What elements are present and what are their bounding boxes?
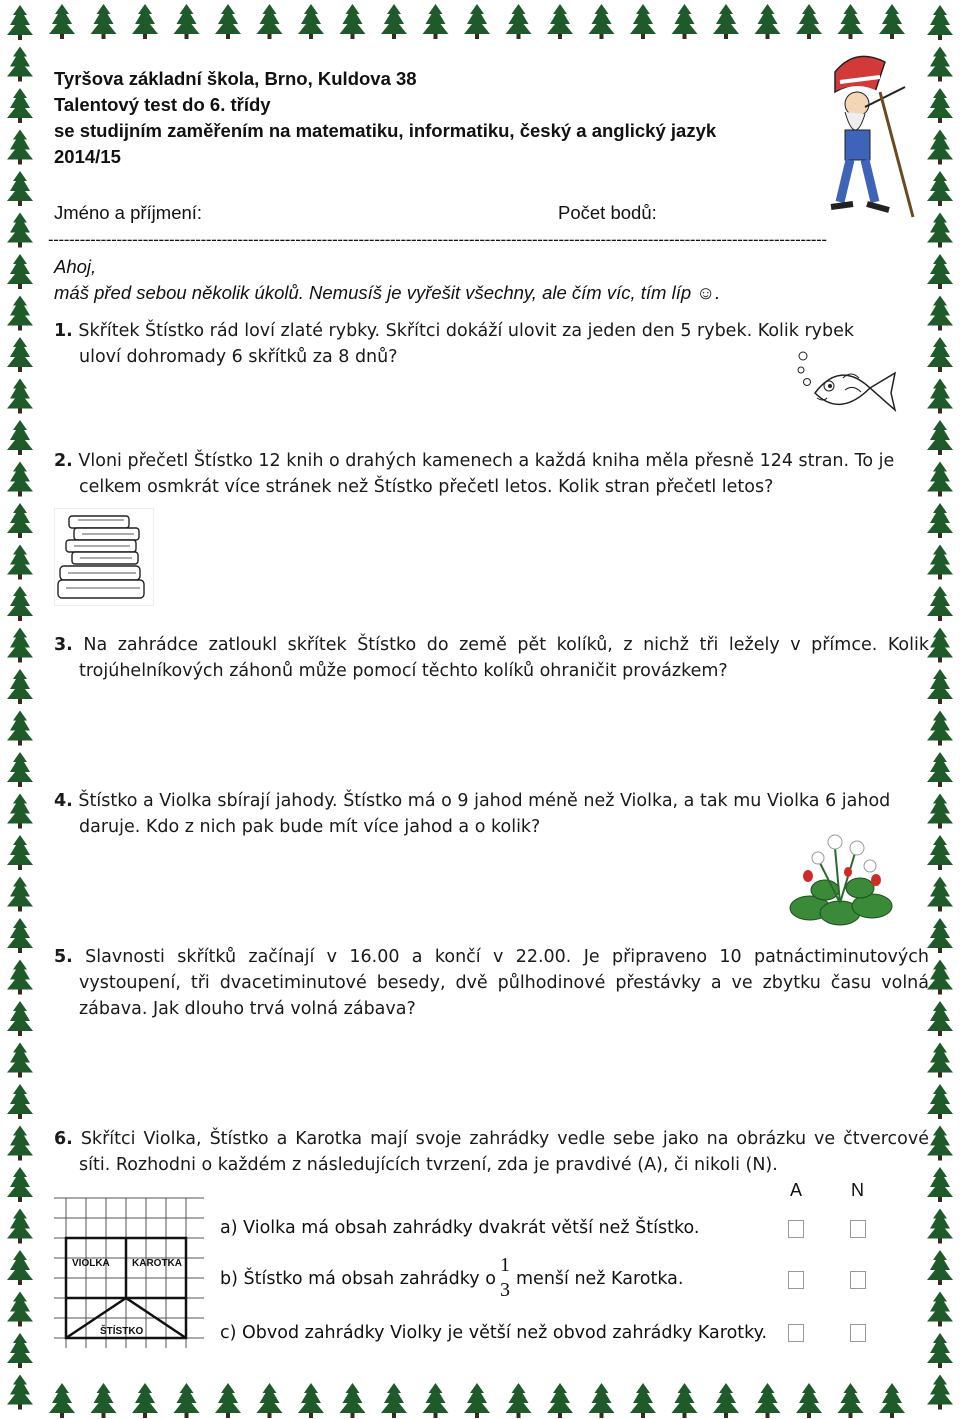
statement-c: c) Obvod zahrádky Violky je větší než obvod zahrádky Karotky. [220, 1323, 768, 1343]
task-text: Vloni přečetl Štístko 12 knih o drahých kamenech a každá kniha měla přesně 124 stran. To je celkem osmkrát více stránek než Štístko přečetl letos. Kolik stran přečetl letos? [78, 451, 895, 497]
garden-grid-diagram [54, 1196, 206, 1350]
tree-border-left [0, 0, 40, 1419]
tree-icon [7, 503, 33, 538]
tree-icon [7, 960, 33, 995]
checkbox-a-no[interactable] [850, 1220, 866, 1238]
checkbox-c-yes[interactable] [788, 1324, 804, 1342]
tree-icon [7, 379, 33, 414]
tree-icon [713, 4, 739, 39]
tree-icon [927, 545, 953, 580]
tree-icon [132, 4, 158, 39]
tree-icon [7, 918, 33, 953]
fraction-one-third [495, 1254, 515, 1302]
tree-icon [589, 1383, 615, 1418]
tree-icon [7, 1292, 33, 1327]
tree-icon [298, 1383, 324, 1418]
tree-icon [215, 1383, 241, 1418]
tree-icon [7, 1250, 33, 1285]
tree-icon [927, 752, 953, 787]
tree-icon [381, 1383, 407, 1418]
tree-icon [838, 4, 864, 39]
tree-icon [927, 47, 953, 82]
tree-icon [381, 4, 407, 39]
tree-icon [257, 1383, 283, 1418]
tree-icon [927, 835, 953, 870]
task-2 [54, 448, 929, 500]
tree-icon [927, 337, 953, 372]
tree-icon [174, 1383, 200, 1418]
tree-icon [713, 1383, 739, 1418]
task-text: Skřítci Violka, Štístko a Karotka mají svoje zahrádky vedle sebe jako na obrázku ve čtvercové síti. Rozhodni o každém z následujících tvrzení, zda je pravdivé (A), či nikoli (N). [79, 1129, 929, 1175]
tree-icon [589, 4, 615, 39]
tree-icon [7, 794, 33, 829]
checkbox-b-yes[interactable] [788, 1271, 804, 1289]
tree-icon [7, 877, 33, 912]
tree-icon [7, 1333, 33, 1368]
tree-icon [49, 4, 75, 39]
tree-icon [927, 1167, 953, 1202]
task-text: Skřítek Štístko rád loví zlaté rybky. Skřítci dokáží ulovit za jeden den 5 rybek. Kolik rybek uloví dohromady 6 skřítků za 8 dnů? [78, 321, 855, 367]
tree-icon [927, 877, 953, 912]
grid-label-stistko: ŠTÍSTKO [100, 1326, 144, 1337]
task-number: 5. [54, 947, 73, 967]
tree-icon [423, 1383, 449, 1418]
tree-icon [7, 628, 33, 663]
answer-yes-header: A [790, 1180, 803, 1200]
tree-icon [340, 1383, 366, 1418]
tree-icon [7, 462, 33, 497]
tree-icon [927, 1084, 953, 1119]
tree-icon [927, 794, 953, 829]
tree-icon [755, 1383, 781, 1418]
tree-icon [7, 47, 33, 82]
tree-icon [927, 1126, 953, 1161]
tree-icon [927, 420, 953, 455]
tree-icon [927, 254, 953, 289]
tree-icon [7, 420, 33, 455]
tree-icon [838, 1383, 864, 1418]
greeting-instructions: máš před sebou několik úkolů. Nemusíš je vyřešit všechny, ale čím víc, tím líp ☺. [54, 282, 721, 303]
tree-icon [927, 1209, 953, 1244]
tree-icon [7, 545, 33, 580]
tree-icon [927, 586, 953, 621]
statement-a: a) Violka má obsah zahrádky dvakrát větší než Štístko. [220, 1218, 700, 1238]
tree-icon [298, 4, 324, 39]
tree-icon [7, 171, 33, 206]
task-text: Štístko a Violka sbírají jahody. Štístko má o 9 jahod méně než Violka, a tak mu Violka 6 jahod daruje. Kdo z nich pak bude mít více jahod a o kolik? [78, 791, 891, 837]
tree-border-right [920, 0, 960, 1419]
grid-label-karotka: KAROTKA [132, 1258, 182, 1269]
books-illustration [54, 508, 154, 606]
tree-icon [927, 918, 953, 953]
tree-icon [927, 1250, 953, 1285]
task-6 [54, 1126, 929, 1178]
tree-icon [879, 4, 905, 39]
gnome-illustration [795, 52, 920, 224]
statement-b-suffix: menší než Karotka. [516, 1269, 684, 1289]
tree-icon [927, 1292, 953, 1327]
checkbox-b-no[interactable] [850, 1271, 866, 1289]
tree-icon [927, 171, 953, 206]
tree-icon [927, 503, 953, 538]
tree-icon [927, 628, 953, 663]
tree-icon [7, 130, 33, 165]
tree-icon [7, 1001, 33, 1036]
statement-b-prefix: b) Štístko má obsah zahrádky o [220, 1269, 496, 1289]
tree-icon [7, 711, 33, 746]
test-focus: se studijním zaměřením na matematiku, informatiku, český a anglický jazyk [54, 120, 717, 141]
school-name: Tyršova základní škola, Brno, Kuldova 38 [54, 68, 417, 89]
points-label: Počet bodů: [558, 202, 657, 223]
task-text: Slavnosti skřítků začínají v 16.00 a končí v 22.00. Je připraveno 10 patnáctiminutových vystoupení, tři dvacetiminutové besedy, dvě půlhodinové přestávky a ve zbytku času volná zábava. Jak dlouho trvá volná zábava? [79, 947, 929, 1019]
tree-icon [7, 669, 33, 704]
tree-icon [927, 213, 953, 248]
tree-icon [506, 1383, 532, 1418]
tree-icon [91, 1383, 117, 1418]
tree-icon [672, 4, 698, 39]
tree-icon [927, 379, 953, 414]
tree-icon [630, 1383, 656, 1418]
tree-icon [464, 4, 490, 39]
grid-label-violka: VIOLKA [72, 1258, 110, 1269]
tree-icon [547, 1383, 573, 1418]
tree-icon [927, 711, 953, 746]
tree-icon [755, 4, 781, 39]
tree-icon [7, 337, 33, 372]
fraction-denominator: 3 [500, 1279, 510, 1301]
tree-icon [464, 1383, 490, 1418]
tree-icon [927, 669, 953, 704]
task-3 [54, 632, 929, 684]
tree-icon [927, 296, 953, 331]
tree-icon [927, 130, 953, 165]
task-1 [54, 318, 899, 370]
fraction-numerator: 1 [500, 1254, 510, 1276]
tree-icon [257, 4, 283, 39]
strawberry-illustration [780, 828, 900, 928]
tree-border-bottom [0, 1379, 960, 1419]
task-5 [54, 944, 929, 1022]
tree-icon [132, 1383, 158, 1418]
tree-icon [174, 4, 200, 39]
fish-illustration [795, 348, 900, 426]
tree-border-top [0, 0, 960, 40]
task-number: 2. [54, 451, 73, 471]
tree-icon [7, 1126, 33, 1161]
tree-icon [7, 296, 33, 331]
task-number: 6. [54, 1129, 73, 1149]
school-year: 2014/15 [54, 146, 121, 167]
answer-no-header: N [851, 1180, 864, 1200]
greeting-line: Ahoj, [54, 256, 97, 277]
tree-icon [927, 1043, 953, 1078]
tree-icon [927, 960, 953, 995]
task-text: Na zahrádce zatloukl skřítek Štístko do země pět kolíků, z nichž tři ležely v přímce. Kolik trojúhelníkových záhonů může pomocí těchto kolíků ohraničit provázkem? [79, 635, 929, 681]
task-number: 4. [54, 791, 73, 811]
checkbox-a-yes[interactable] [788, 1220, 804, 1238]
tree-icon [927, 462, 953, 497]
tree-icon [340, 4, 366, 39]
tree-icon [879, 1383, 905, 1418]
tree-icon [927, 88, 953, 123]
tree-icon [796, 4, 822, 39]
tree-icon [215, 4, 241, 39]
tree-icon [630, 4, 656, 39]
tree-icon [7, 1209, 33, 1244]
test-title: Talentový test do 6. třídy [54, 94, 271, 115]
tree-icon [7, 1043, 33, 1078]
tree-icon [547, 4, 573, 39]
tree-icon [7, 213, 33, 248]
tree-icon [7, 586, 33, 621]
tree-icon [7, 752, 33, 787]
tree-icon [49, 1383, 75, 1418]
tree-icon [796, 1383, 822, 1418]
tree-icon [423, 4, 449, 39]
tree-icon [506, 4, 532, 39]
tree-icon [7, 88, 33, 123]
task-number: 3. [54, 635, 73, 655]
tree-icon [927, 1001, 953, 1036]
tree-icon [927, 1333, 953, 1368]
name-label: Jméno a příjmení: [54, 202, 203, 223]
tree-icon [7, 835, 33, 870]
tree-icon [672, 1383, 698, 1418]
checkbox-c-no[interactable] [850, 1324, 866, 1342]
tree-icon [7, 1167, 33, 1202]
separator-line: ---------------------------------------------------------------------------------------------------------------------------------------------------- [48, 230, 827, 249]
tree-icon [7, 254, 33, 289]
tree-icon [7, 1084, 33, 1119]
task-number: 1. [54, 321, 73, 341]
tree-icon [91, 4, 117, 39]
